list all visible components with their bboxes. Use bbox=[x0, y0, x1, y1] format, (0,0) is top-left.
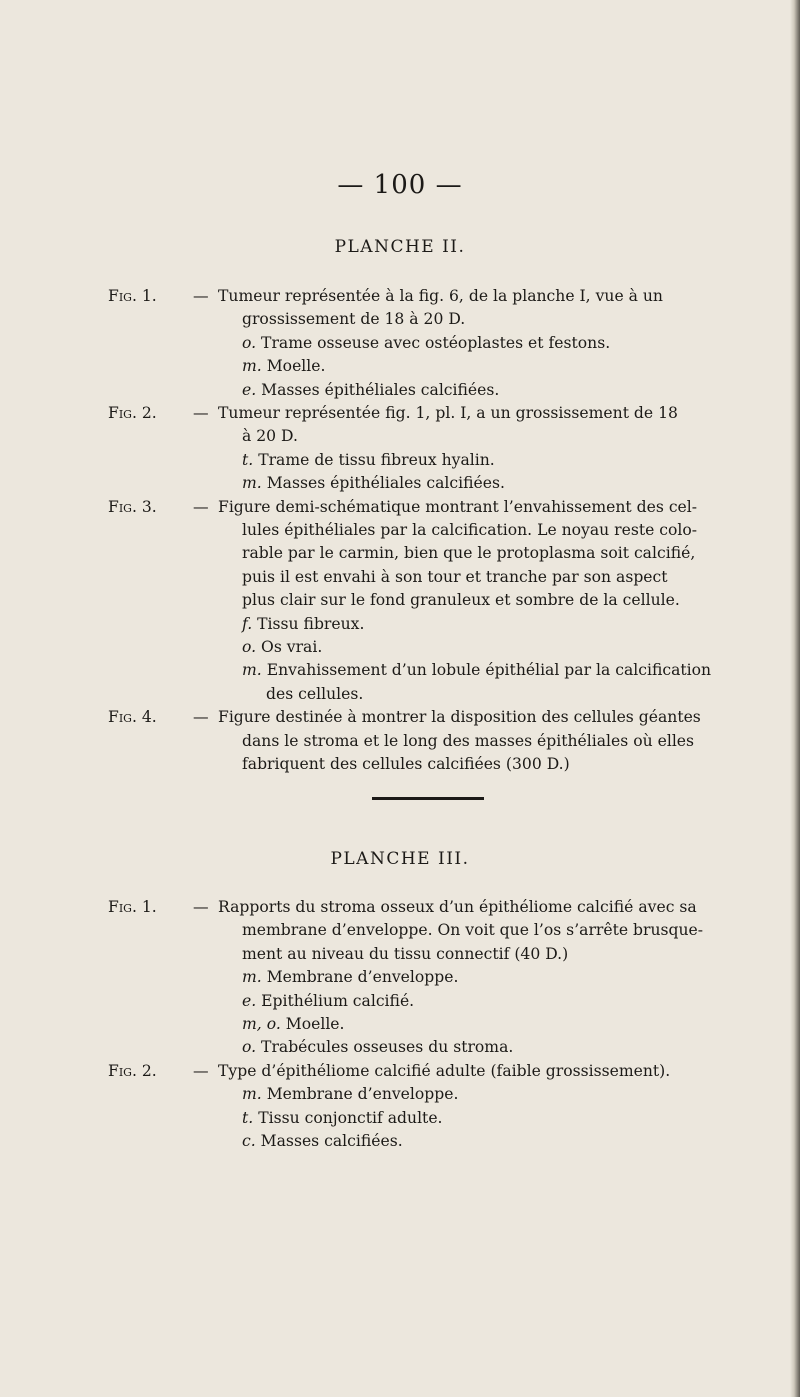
legend-key: e. bbox=[242, 380, 257, 399]
legend-key: o. bbox=[242, 638, 257, 657]
figure-caption bbox=[108, 1060, 778, 1154]
legend-text: Membrane d’enveloppe. bbox=[266, 968, 459, 987]
legend-item bbox=[218, 1013, 778, 1036]
description-line: grossissement de 18 à 20 D. bbox=[242, 310, 466, 329]
legend-text: des cellules. bbox=[266, 684, 364, 703]
legend-item bbox=[218, 990, 778, 1013]
page-edge-shadow bbox=[790, 0, 800, 1397]
figure-description bbox=[218, 1060, 778, 1154]
figure-label: Fig. 3. bbox=[108, 497, 157, 516]
legend-key: m. bbox=[242, 1085, 262, 1104]
legend-text: Moelle. bbox=[285, 1015, 345, 1034]
description-line: à 20 D. bbox=[242, 427, 298, 446]
legend-key: m. bbox=[242, 357, 262, 376]
figure-dash: — bbox=[193, 497, 209, 516]
figure-dash: — bbox=[193, 404, 209, 422]
legend-item bbox=[218, 472, 778, 495]
figure-caption bbox=[108, 402, 778, 496]
legend-key: o. bbox=[242, 333, 257, 352]
description-line: Figure destinée à montrer la disposition des cellules géantes bbox=[218, 708, 701, 727]
legend-key: o. bbox=[242, 1038, 257, 1057]
legend-text: Epithélium calcifié. bbox=[261, 991, 415, 1010]
legend-text: Os vrai. bbox=[261, 638, 323, 657]
legend-key: m. bbox=[242, 661, 262, 680]
figure-label: Fig. 1. bbox=[108, 287, 157, 305]
legend-item bbox=[218, 355, 778, 378]
description-line: puis il est envahi à son tour et tranche par son aspect bbox=[242, 567, 668, 586]
figure-caption bbox=[108, 496, 778, 707]
legend-key: f. bbox=[242, 614, 253, 633]
figure-label: Fig. 4. bbox=[108, 708, 157, 727]
description-line: Figure demi-schématique montrant l’envahissement des cel- bbox=[218, 497, 698, 516]
legend-item bbox=[218, 636, 778, 659]
legend-text: Tissu fibreux. bbox=[257, 614, 365, 633]
legend-text: Tissu conjonctif adulte. bbox=[258, 1108, 443, 1127]
legend-item bbox=[218, 449, 778, 472]
description-line: Tumeur représentée à la fig. 6, de la planche I, vue à un bbox=[218, 287, 663, 305]
description-line: Rapports du stroma osseux d’un épithéliome calcifié avec sa bbox=[218, 898, 697, 916]
figure-caption bbox=[108, 706, 778, 776]
figure-description bbox=[218, 706, 778, 776]
planche-ii-title: PLANCHE II. bbox=[334, 237, 466, 257]
figure-dash: — bbox=[193, 1061, 209, 1080]
figure-caption bbox=[108, 285, 778, 402]
legend-key: m. bbox=[242, 968, 262, 987]
legend-item bbox=[218, 613, 778, 636]
planche-iii-title: PLANCHE III. bbox=[330, 849, 470, 869]
figure-caption bbox=[108, 896, 778, 1060]
section-divider bbox=[372, 797, 484, 800]
description-line: fabriquent des cellules calcifiées (300 D.) bbox=[242, 755, 570, 773]
figure-dash: — bbox=[193, 708, 209, 727]
legend-text: Trame de tissu fibreux hyalin. bbox=[258, 450, 495, 469]
legend-item bbox=[218, 1083, 778, 1106]
legend-text: Moelle. bbox=[266, 357, 326, 376]
legend-item bbox=[218, 1107, 778, 1130]
legend-key: m. bbox=[242, 474, 262, 493]
description-line: ment au niveau du tissu connectif (40 D.) bbox=[242, 944, 569, 963]
legend-text: Masses calcifiées. bbox=[260, 1132, 403, 1151]
description-line: dans le stroma et le long des masses épithéliales où elles bbox=[242, 731, 695, 750]
legend-text: Trame osseuse avec ostéoplastes et festons. bbox=[261, 333, 611, 352]
legend-text: Masses épithéliales calcifiées. bbox=[261, 380, 500, 399]
legend-item bbox=[218, 1130, 778, 1153]
legend-key: t. bbox=[242, 450, 254, 469]
page-number: — 100 — bbox=[337, 170, 463, 200]
legend-text: Trabécules osseuses du stroma. bbox=[261, 1038, 514, 1057]
figure-description bbox=[218, 496, 778, 707]
legend-text: Envahissement d’un lobule épithélial par la calcification bbox=[266, 661, 712, 680]
legend-item bbox=[218, 659, 778, 682]
legend-item bbox=[218, 379, 778, 402]
legend-text: Membrane d’enveloppe. bbox=[266, 1085, 459, 1104]
legend-item bbox=[218, 683, 778, 706]
legend-item bbox=[218, 1036, 778, 1059]
figure-label: Fig. 1. bbox=[108, 898, 157, 916]
figure-label: Fig. 2. bbox=[108, 404, 157, 422]
description-line: Type d’épithéliome calcifié adulte (faible grossissement). bbox=[218, 1061, 671, 1080]
legend-key: t. bbox=[242, 1108, 254, 1127]
legend-item bbox=[218, 966, 778, 989]
figure-label: Fig. 2. bbox=[108, 1061, 157, 1080]
description-line: rable par le carmin, bien que le protoplasma soit calcifié, bbox=[242, 544, 696, 563]
figure-dash: — bbox=[193, 898, 209, 916]
description-line: membrane d’enveloppe. On voit que l’os s’arrête brusque- bbox=[242, 921, 704, 940]
legend-key: m, o. bbox=[242, 1015, 281, 1034]
description-line: Tumeur représentée fig. 1, pl. I, a un grossissement de 18 bbox=[218, 404, 678, 422]
description-line: lules épithéliales par la calcification. Le noyau reste colo- bbox=[242, 521, 698, 539]
legend-key: e. bbox=[242, 991, 257, 1010]
legend-text: Masses épithéliales calcifiées. bbox=[266, 474, 505, 493]
description-line: plus clair sur le fond granuleux et sombre de la cellule. bbox=[242, 591, 680, 610]
legend-item bbox=[218, 332, 778, 355]
legend-key: c. bbox=[242, 1132, 256, 1151]
figure-dash: — bbox=[193, 287, 209, 305]
figure-description bbox=[218, 896, 778, 1060]
figure-description bbox=[218, 285, 778, 402]
figure-description bbox=[218, 402, 778, 496]
